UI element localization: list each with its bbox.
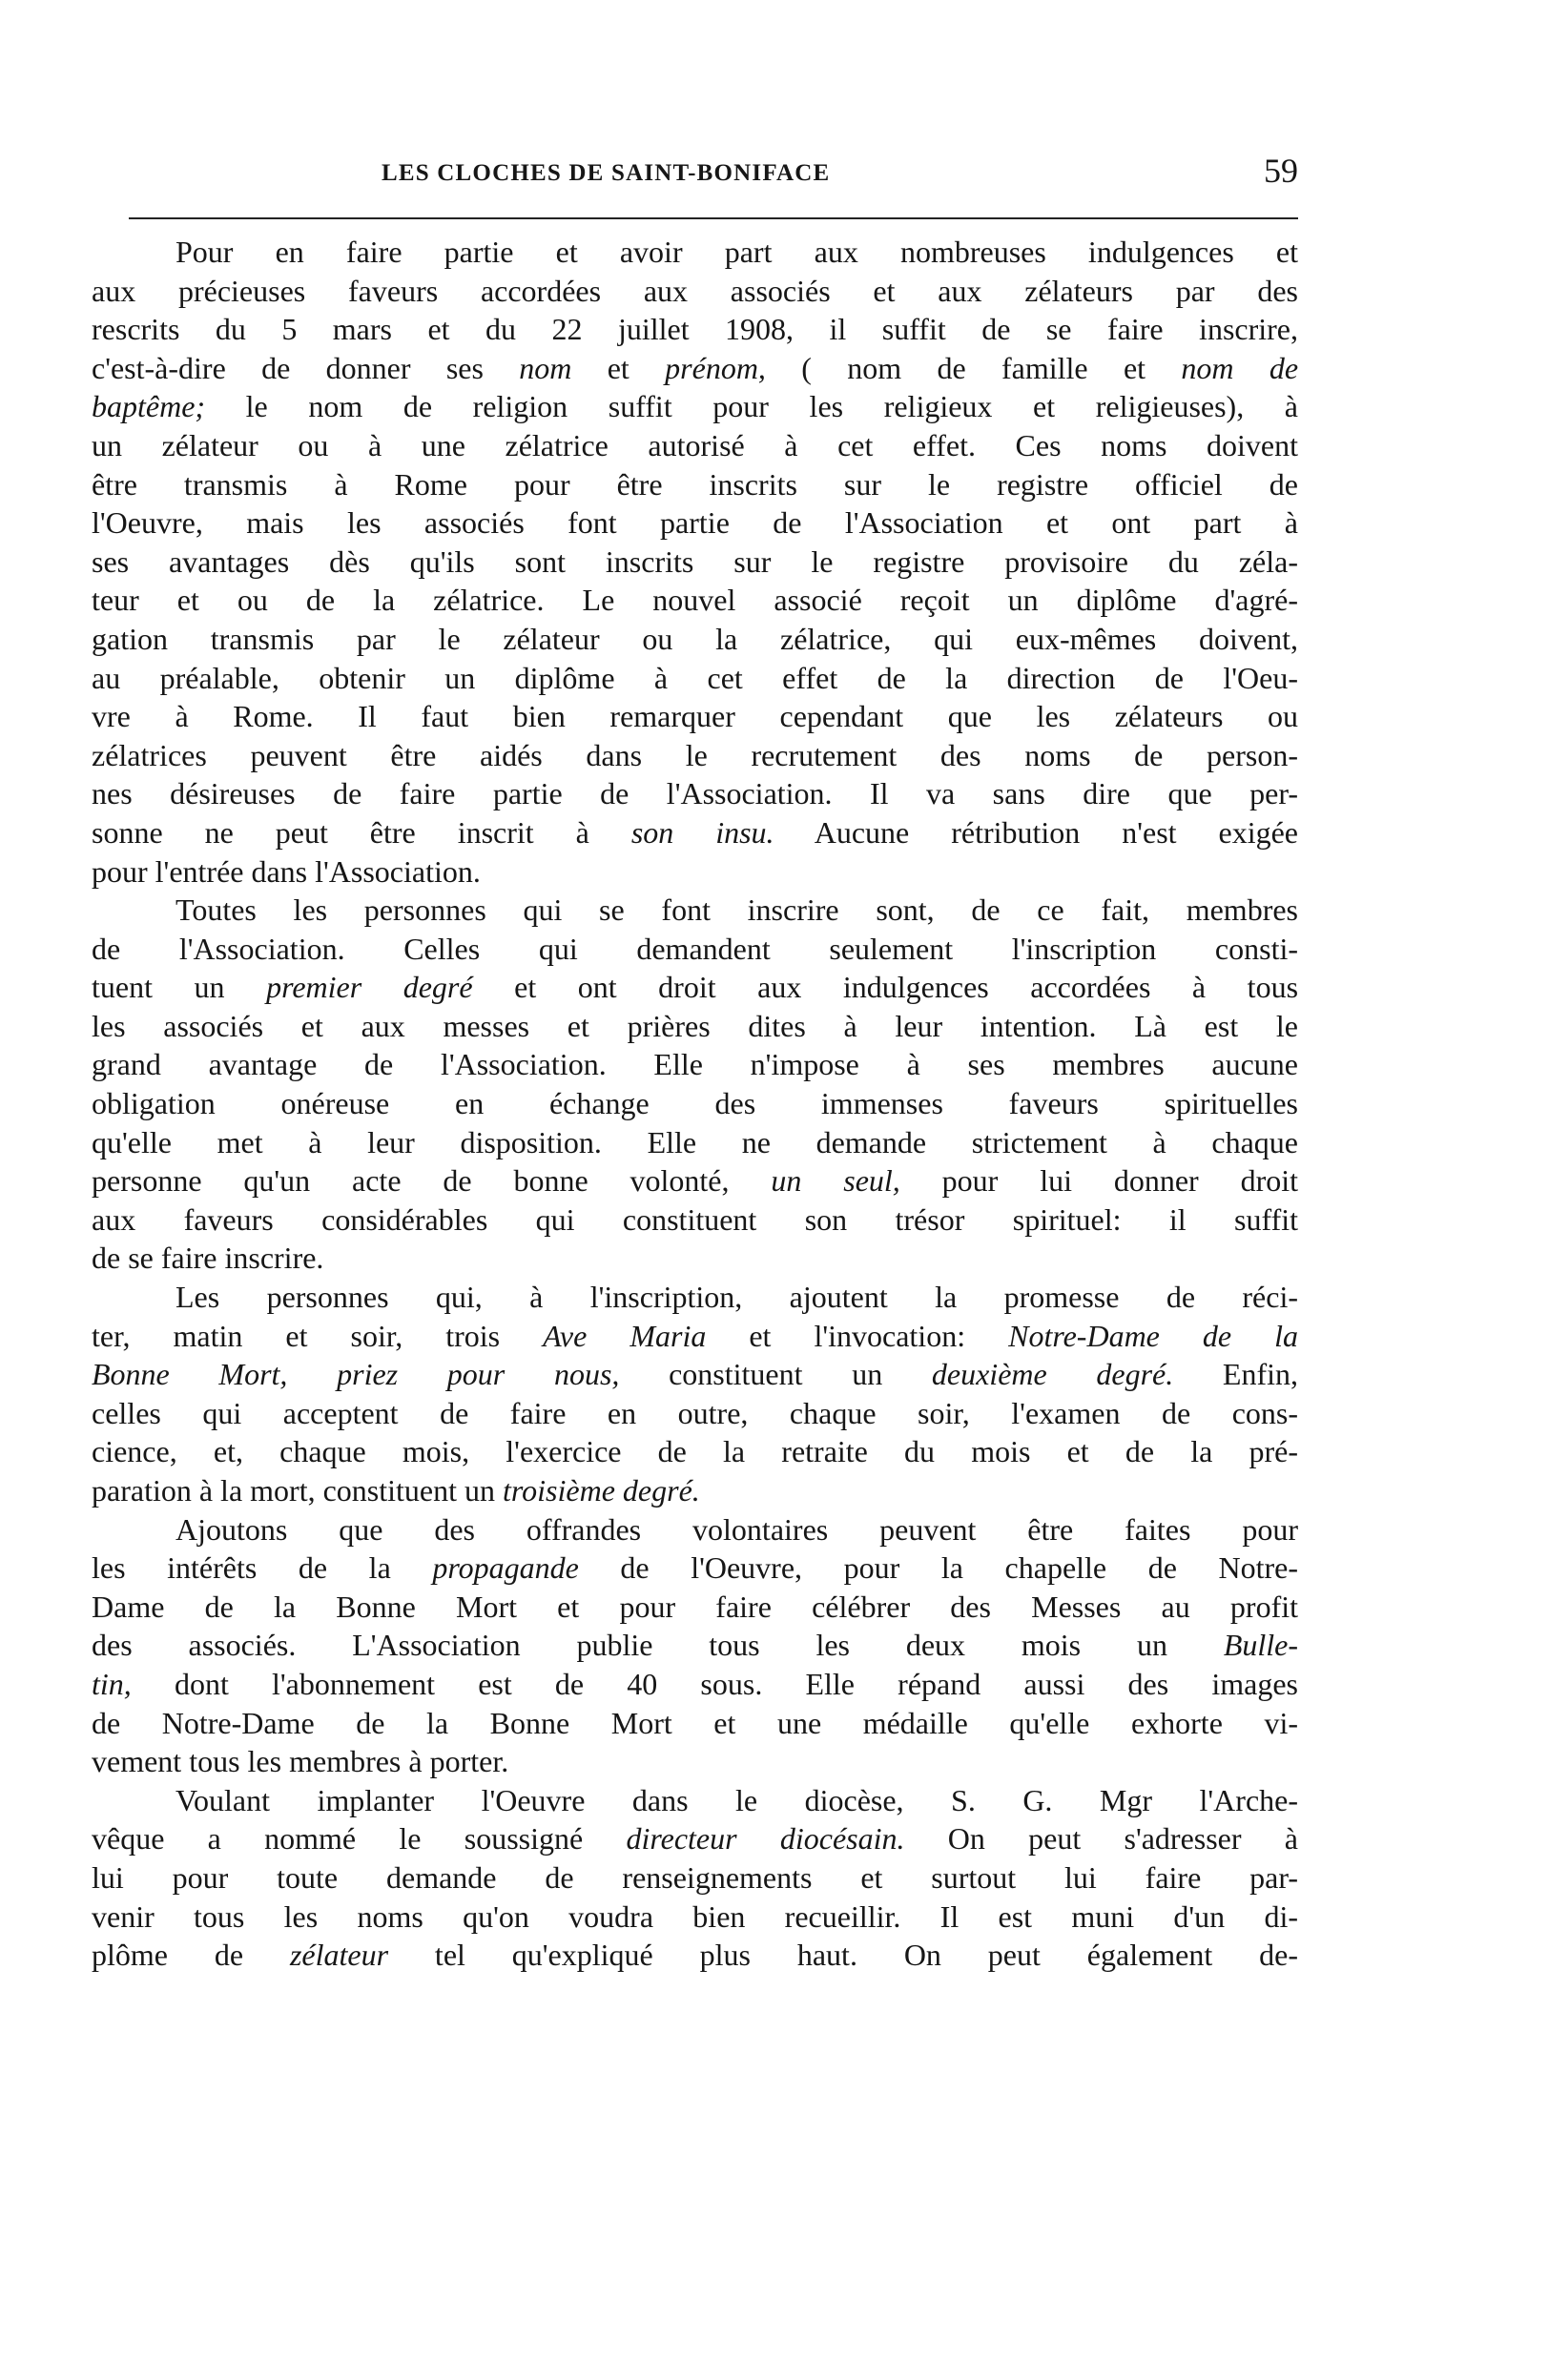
text-run: sonne ne peut être inscrit à xyxy=(92,814,631,850)
italic-text: troisième degré. xyxy=(503,1473,700,1508)
italic-text: tin, xyxy=(92,1666,132,1701)
text-run: de l'Association. Celles qui demandent seulement l'inscription consti- xyxy=(92,931,1298,966)
text-run: Toutes les personnes qui se font inscrire sont, de ce fait, membres xyxy=(175,892,1298,928)
text-line xyxy=(92,774,1298,813)
text-run: personne qu'un acte de bonne volonté, xyxy=(92,1163,772,1199)
text-run: tuent un xyxy=(92,970,267,1005)
text-line xyxy=(92,465,1298,504)
text-run: c'est-à-dire de donner ses xyxy=(92,350,520,385)
text-run: Ajoutons que des offrandes volontaires peuvent être faites pour xyxy=(175,1511,1298,1547)
text-line xyxy=(92,543,1298,582)
page-number: 59 xyxy=(1264,152,1298,190)
text-line xyxy=(92,1432,1298,1471)
text-run: qu'elle met à leur disposition. Elle ne demande strictement à chaque xyxy=(92,1124,1298,1159)
text-run: Pour en faire partie et avoir part aux nombreuses indulgences et xyxy=(175,235,1298,269)
text-run: être transmis à Rome pour être inscrits sur le registre officiel de xyxy=(92,466,1298,502)
text-run: vre à Rome. Il faut bien remarquer cependant que les zélateurs ou xyxy=(92,699,1298,734)
text-run: ter, matin et soir, trois xyxy=(92,1318,544,1353)
text-line xyxy=(92,581,1298,620)
text-line xyxy=(92,1819,1298,1858)
text-line xyxy=(92,1626,1298,1665)
text-run: zélatrices peuvent être aidés dans le recrutement des noms de person- xyxy=(92,737,1298,772)
text-line xyxy=(92,891,1298,930)
text-run: dont l'abonnement est de 40 sous. Elle répand aussi des images xyxy=(131,1666,1298,1701)
italic-text: deuxième degré. xyxy=(931,1357,1174,1392)
italic-text: directeur diocésain. xyxy=(626,1821,905,1857)
text-run: pour l'entrée dans l'Association. xyxy=(92,853,481,889)
text-line xyxy=(92,272,1298,311)
text-line xyxy=(92,1936,1298,1975)
italic-text: prénom, xyxy=(665,350,766,385)
text-run: Aucune rétribution n'est exigée xyxy=(774,814,1298,850)
text-run: lui pour toute demande de renseignements et surtout lui faire par- xyxy=(92,1859,1298,1895)
text-line xyxy=(92,1858,1298,1898)
italic-text: zélateur xyxy=(289,1938,389,1973)
text-line xyxy=(92,697,1298,736)
text-line xyxy=(92,1394,1298,1433)
italic-text: Notre-Dame de la xyxy=(1008,1318,1298,1353)
text-run: ( nom de famille et xyxy=(765,350,1182,385)
text-run: rescrits du 5 mars et du 22 juillet 1908, il suffit de se faire inscrire, xyxy=(92,312,1298,347)
text-line xyxy=(92,1704,1298,1743)
text-line xyxy=(92,1317,1298,1356)
text-line xyxy=(92,1588,1298,1627)
text-run: au préalable, obtenir un diplôme à cet effet de la direction de l'Oeu- xyxy=(92,660,1298,695)
text-run: le nom de religion suffit pour les religieux et religieuses), à xyxy=(205,389,1298,424)
text-line xyxy=(92,1471,1298,1510)
text-line xyxy=(92,503,1298,543)
text-run: gation transmis par le zélateur ou la zélatrice, qui eux-mêmes doivent, xyxy=(92,621,1298,656)
italic-text: premier degré xyxy=(266,970,473,1005)
text-line xyxy=(92,1161,1298,1200)
text-line xyxy=(92,1045,1298,1084)
text-line xyxy=(92,310,1298,349)
italic-text: propagande xyxy=(432,1550,579,1586)
text-run: l'Oeuvre, mais les associés font partie de l'Association et ont part à xyxy=(92,505,1298,541)
text-run: de l'Oeuvre, pour la chapelle de Notre- xyxy=(578,1550,1298,1586)
running-title: LES CLOCHES DE SAINT-BONIFACE xyxy=(382,160,831,186)
italic-text: un seul, xyxy=(771,1163,900,1199)
text-line xyxy=(92,1278,1298,1317)
text-line xyxy=(92,1665,1298,1704)
text-line xyxy=(92,349,1298,388)
text-line xyxy=(92,1200,1298,1240)
italic-text: nom de xyxy=(1181,350,1298,385)
text-line xyxy=(92,620,1298,659)
text-run: les associés et aux messes et prières dites à leur intention. Là est le xyxy=(92,1008,1298,1043)
text-run: plôme de xyxy=(92,1938,290,1973)
text-line xyxy=(92,233,1298,272)
text-run: grand avantage de l'Association. Elle n'impose à ses membres aucune xyxy=(92,1047,1298,1082)
text-run: Les personnes qui, à l'inscription, ajoutent la promesse de réci- xyxy=(175,1280,1298,1315)
text-run: et l'invocation: xyxy=(706,1318,1009,1353)
text-line xyxy=(92,813,1298,852)
text-run: Voulant implanter l'Oeuvre dans le diocèse, S. G. Mgr l'Arche- xyxy=(175,1782,1298,1817)
text-line xyxy=(92,426,1298,465)
text-line xyxy=(92,736,1298,775)
text-run: et ont droit aux indulgences accordées à tous xyxy=(472,970,1298,1005)
text-line xyxy=(92,1084,1298,1123)
text-run: vêque a nommé le soussigné xyxy=(92,1821,627,1857)
text-run: On peut s'adresser à xyxy=(904,1821,1298,1857)
text-run: aux précieuses faveurs accordées aux associés et aux zélateurs par des xyxy=(92,273,1298,308)
text-line xyxy=(92,1898,1298,1937)
page-header xyxy=(92,143,1298,200)
text-line xyxy=(92,1239,1298,1278)
header-rule xyxy=(129,217,1298,219)
text-line xyxy=(92,1123,1298,1162)
text-run: Dame de la Bonne Mort et pour faire célébrer des Messes au profit xyxy=(92,1589,1298,1624)
body-text xyxy=(92,233,1298,1975)
text-line xyxy=(92,1007,1298,1046)
text-run: des associés. L'Association publie tous les deux mois un xyxy=(92,1628,1224,1663)
text-line xyxy=(92,852,1298,892)
text-run: teur et ou de la zélatrice. Le nouvel associé reçoit un diplôme d'agré- xyxy=(92,583,1298,618)
text-run: et xyxy=(571,350,666,385)
italic-text: son insu. xyxy=(630,814,774,850)
text-run: les intérêts de la xyxy=(92,1550,433,1586)
text-run: cience, et, chaque mois, l'exercice de la retraite du mois et de la pré- xyxy=(92,1434,1298,1469)
text-line xyxy=(92,1549,1298,1588)
text-run: pour lui donner droit xyxy=(899,1163,1298,1199)
text-line xyxy=(92,968,1298,1007)
text-line xyxy=(92,1781,1298,1820)
italic-text: nom xyxy=(519,350,572,385)
text-run: un zélateur ou à une zélatrice autorisé à cet effet. Ces noms doivent xyxy=(92,427,1298,462)
text-run: tel qu'expliqué plus haut. On peut également de- xyxy=(388,1938,1298,1973)
text-run: de Notre-Dame de la Bonne Mort et une médaille qu'elle exhorte vi- xyxy=(92,1705,1298,1740)
text-run: vement tous les membres à porter. xyxy=(92,1744,509,1779)
text-line xyxy=(92,1355,1298,1394)
text-run: constituent un xyxy=(619,1357,932,1392)
text-run: de se faire inscrire. xyxy=(92,1241,324,1276)
text-run: nes désireuses de faire partie de l'Association. Il va sans dire que per- xyxy=(92,776,1298,811)
italic-text: Bonne Mort, priez pour nous, xyxy=(92,1357,620,1392)
text-run: obligation onéreuse en échange des immenses faveurs spirituelles xyxy=(92,1086,1298,1121)
text-line xyxy=(92,930,1298,969)
italic-text: baptême; xyxy=(92,389,206,424)
text-line xyxy=(92,1510,1298,1549)
text-run: paration à la mort, constituent un xyxy=(92,1473,503,1508)
text-run: Enfin, xyxy=(1173,1357,1298,1392)
text-line xyxy=(92,1742,1298,1781)
text-run: celles qui acceptent de faire en outre, chaque soir, l'examen de cons- xyxy=(92,1395,1298,1430)
text-run: aux faveurs considérables qui constituent son trésor spirituel: il suffit xyxy=(92,1201,1298,1237)
italic-text: Bulle- xyxy=(1223,1628,1298,1663)
text-line xyxy=(92,659,1298,698)
text-run: venir tous les noms qu'on voudra bien recueillir. Il est muni d'un di- xyxy=(92,1898,1298,1934)
text-run: ses avantages dès qu'ils sont inscrits sur le registre provisoire du zéla- xyxy=(92,544,1298,579)
text-line xyxy=(92,387,1298,426)
italic-text: Ave Maria xyxy=(543,1318,707,1353)
